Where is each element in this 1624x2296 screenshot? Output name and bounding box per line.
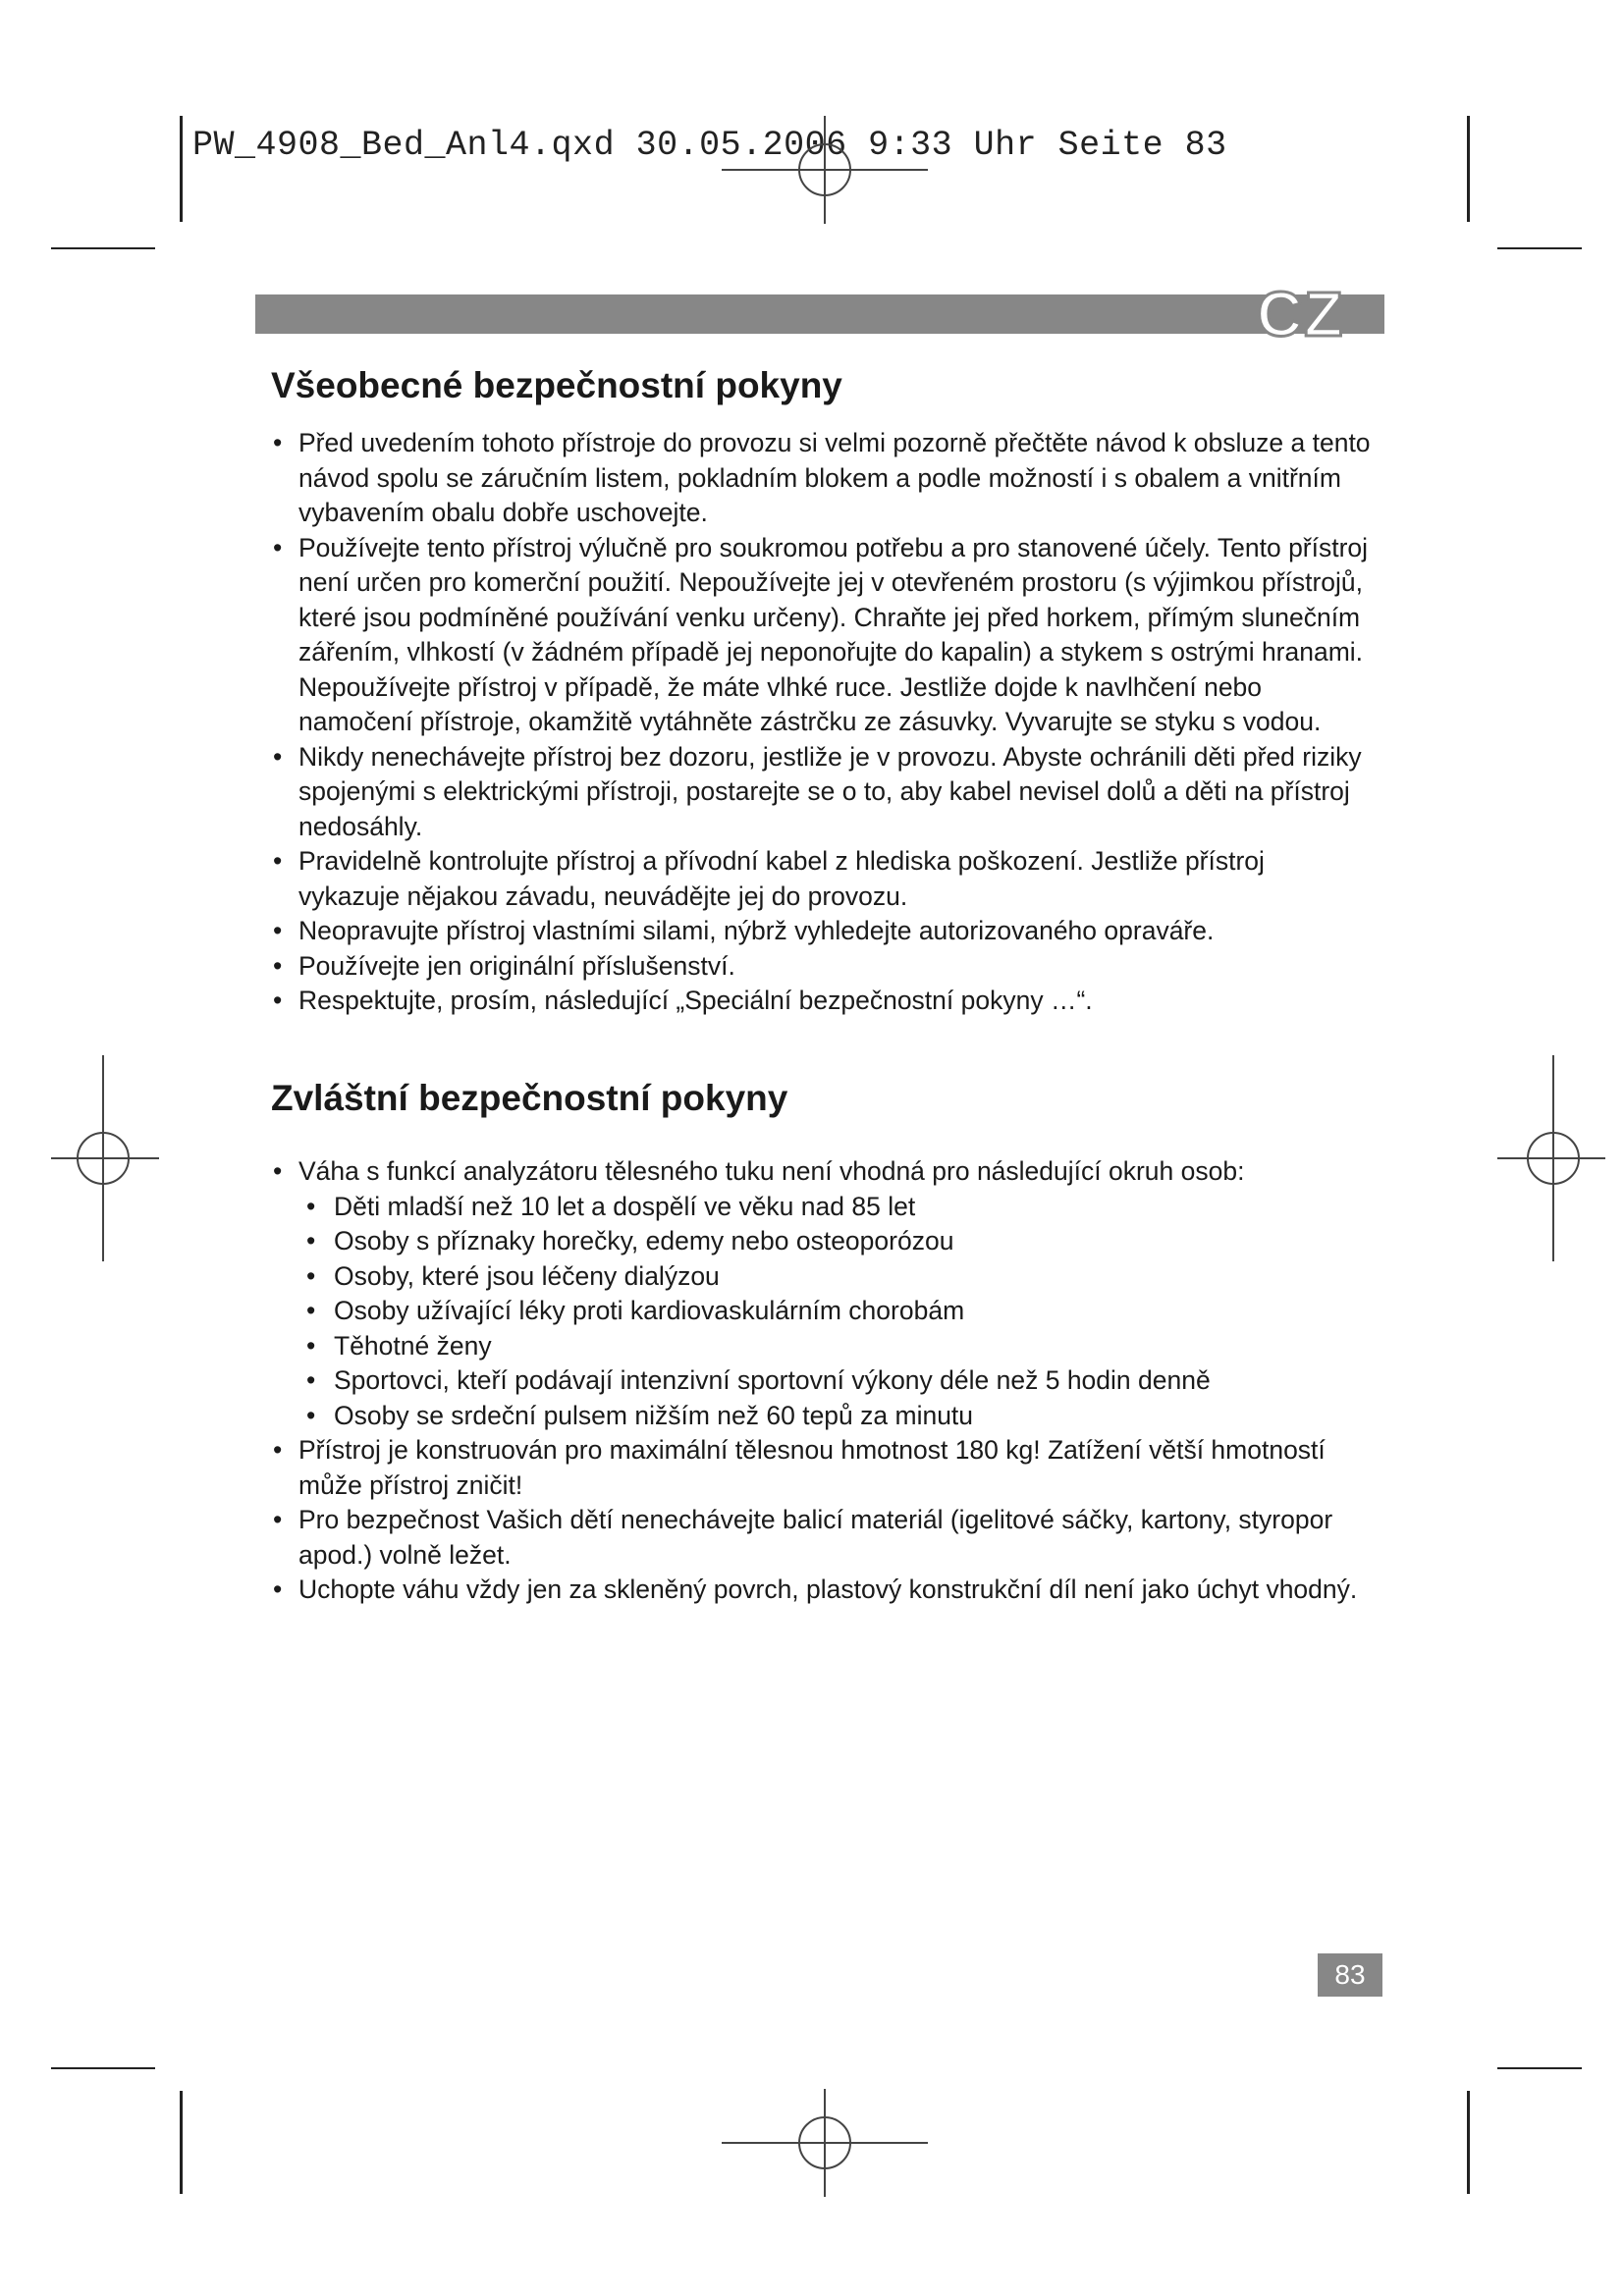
sub-list-item: • Osoby s příznaky horečky, edemy nebo osteoporózou [304, 1224, 1371, 1259]
language-code: CZ [1257, 279, 1345, 349]
registration-mark-icon [722, 2089, 928, 2197]
list-item: • Používejte jen originální příslušenství. [271, 949, 1371, 985]
excluded-persons-list [298, 1190, 1371, 1434]
list-item: • Před uvedením tohoto přístroje do provozu si velmi pozorně přečtěte návod k obsluze a tento návod spolu se záručním listem, pokladním blokem a podle možností i s obalem a vnitřním vybavením obalu dobře uschovejte. [271, 426, 1371, 531]
special-safety-list [271, 1154, 1371, 1608]
sub-list-item: • Osoby užívající léky proti kardiovaskulárním chorobám [304, 1294, 1371, 1329]
crop-mark [1467, 116, 1470, 222]
list-item: • Respektujte, prosím, následující „Speciální bezpečnostní pokyny …“. [271, 984, 1371, 1019]
section-title-special-safety: Zvláštní bezpečnostní pokyny [271, 1078, 788, 1118]
list-item: • Pro bezpečnost Vašich dětí nenechávejte balicí materiál (igelitové sáčky, kartony, styropor apod.) volně ležet. [271, 1503, 1371, 1573]
crop-mark [1497, 247, 1582, 249]
list-item: • Uchopte váhu vždy jen za skleněný povrch, plastový konstrukční díl není jako úchyt vhodný. [271, 1573, 1371, 1608]
list-item: • Používejte tento přístroj výlučně pro soukromou potřebu a pro stanovené účely. Tento přístroj není určen pro komerční použití. Nepoužívejte jej v otevřeném prostoru (s výjimkou přístrojů, které jsou podmíněné používání venku určeny). Chraňte jej před horkem, přímým slunečním zářením, vlhkostí (v žádném případě jej neponořujte do kapalin) a stykem s ostrými hranami. Nepoužívejte přístroj v případě, že máte vlhké ruce. Jestliže dojde k navlhčení nebo namočení přístroje, okamžitě vytáhněte zástrčku ze zásuvky. Vyvarujte se styku s vodou. [271, 531, 1371, 740]
sub-list-item: • Sportovci, kteří podávají intenzivní sportovní výkony déle než 5 hodin denně [304, 1363, 1371, 1399]
registration-mark-icon [722, 116, 928, 224]
crop-mark [1497, 2067, 1582, 2069]
list-item: • Přístroj je konstruován pro maximální tělesnou hmotnost 180 kg! Zatížení větší hmotností může přístroj zničit! [271, 1433, 1371, 1503]
list-item-intro: Váha s funkcí analyzátoru tělesného tuku není vhodná pro následující okruh osob: [298, 1156, 1245, 1186]
list-item: • Pravidelně kontrolujte přístroj a přívodní kabel z hlediska poškození. Jestliže přístroj vykazuje nějakou závadu, neuvádějte jej do provozu. [271, 844, 1371, 914]
sub-list-item: • Těhotné ženy [304, 1329, 1371, 1364]
crop-mark [51, 247, 155, 249]
general-safety-list [271, 426, 1371, 1019]
page-number: 83 [1318, 1953, 1382, 1997]
sub-list-item: • Osoby, které jsou léčeny dialýzou [304, 1259, 1371, 1295]
crop-mark [180, 2091, 183, 2194]
list-item: • Neopravujte přístroj vlastními silami, nýbrž vyhledejte autorizovaného opraváře. [271, 914, 1371, 949]
sub-list-item: • Děti mladší než 10 let a dospělí ve věku nad 85 let [304, 1190, 1371, 1225]
crop-mark [180, 116, 183, 222]
language-bar [255, 294, 1384, 334]
registration-mark-icon [51, 1055, 159, 1261]
list-item: • Nikdy nenechávejte přístroj bez dozoru, jestliže je v provozu. Abyste ochránili děti před riziky spojenými s elektrickými přístroji, postarejte se o to, aby kabel nevisel dolů a děti na přístroj nedosáhly. [271, 740, 1371, 845]
registration-mark-icon [1497, 1055, 1605, 1261]
crop-mark [1467, 2091, 1470, 2194]
crop-mark [51, 2067, 155, 2069]
section-title-general-safety: Všeobecné bezpečnostní pokyny [271, 365, 842, 405]
printer-slug: PW_4908_Bed_Anl4.qxd 30.05.2006 9:33 Uhr Seite 83 [192, 126, 1227, 165]
list-item [271, 1154, 1371, 1433]
sub-list-item: • Osoby se srdeční pulsem nižším než 60 tepů za minutu [304, 1399, 1371, 1434]
